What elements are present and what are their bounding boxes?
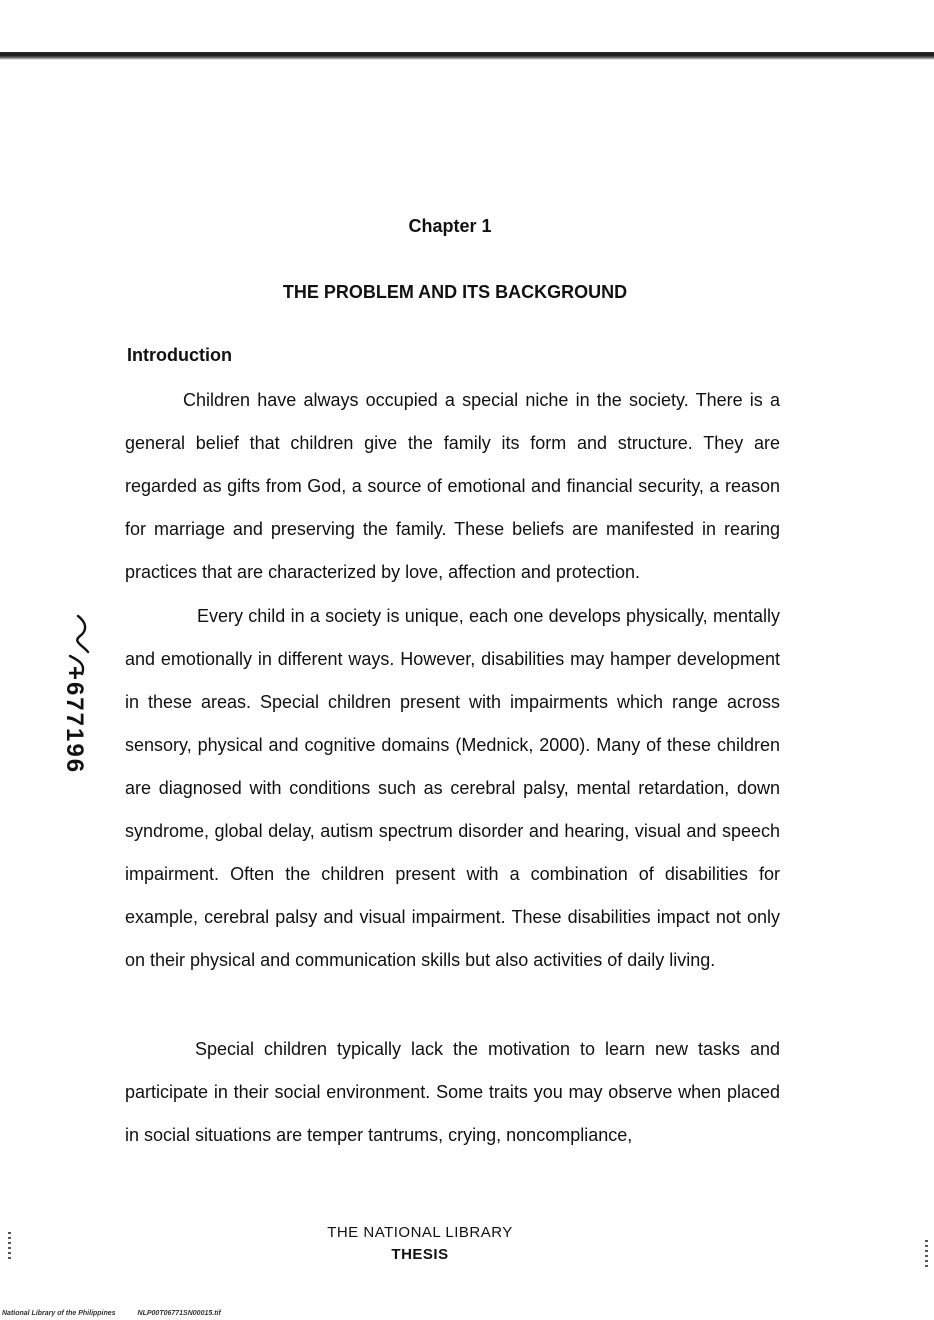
scan-margin-marks bbox=[925, 1240, 928, 1270]
scan-top-edge bbox=[0, 52, 934, 60]
scan-margin-marks bbox=[8, 1232, 11, 1262]
footer-source: National Library of the Philippines bbox=[2, 1310, 116, 1317]
chapter-title: THE PROBLEM AND ITS BACKGROUND bbox=[282, 282, 628, 302]
accession-number: +677196 bbox=[61, 665, 88, 775]
scan-footer bbox=[2, 1310, 221, 1317]
paragraph bbox=[125, 595, 780, 982]
section-heading: Introduction bbox=[127, 345, 232, 365]
footer-file-code: NLP00T06771SN00015.tif bbox=[137, 1310, 221, 1317]
stamp-line-1: THE NATIONAL LIBRARY bbox=[327, 1224, 513, 1241]
paragraph-text: Special children typically lack the motivation to learn new tasks and participate in their social environment. Some traits you may observe when placed in social situations are temper tantrums, crying, noncompliance, bbox=[125, 1039, 780, 1145]
paragraph bbox=[125, 379, 780, 594]
chapter-label: Chapter 1 bbox=[408, 216, 492, 236]
paragraph-text: Every child in a society is unique, each one develops physically, mentally and emotionally in different ways. However, disabilities may hamper development in these areas. Special children present with impairments which range across sensory, physical and cognitive domains (Mednick, 2000). Many of these children are diagnosed with conditions such as cerebral palsy, mental retardation, down syndrome, global delay, autism spectrum disorder and hearing, visual and speech impairment. Often the children present with a combination of disabilities for example, cerebral palsy and visual impairment. These disabilities impact not only on their physical and communication skills but also activities of daily living. bbox=[125, 606, 780, 970]
paragraph bbox=[125, 1028, 780, 1157]
library-stamp bbox=[0, 1222, 840, 1266]
stamp-line-2: THESIS bbox=[391, 1246, 449, 1263]
paragraph-text: Children have always occupied a special niche in the society. There is a general belief that children give the family its form and structure. They are regarded as gifts from God, a source of emotional and financial security, a reason for marriage and preserving the family. These beliefs are manifested in rearing practices that are characterized by love, affection and protection. bbox=[125, 390, 780, 582]
